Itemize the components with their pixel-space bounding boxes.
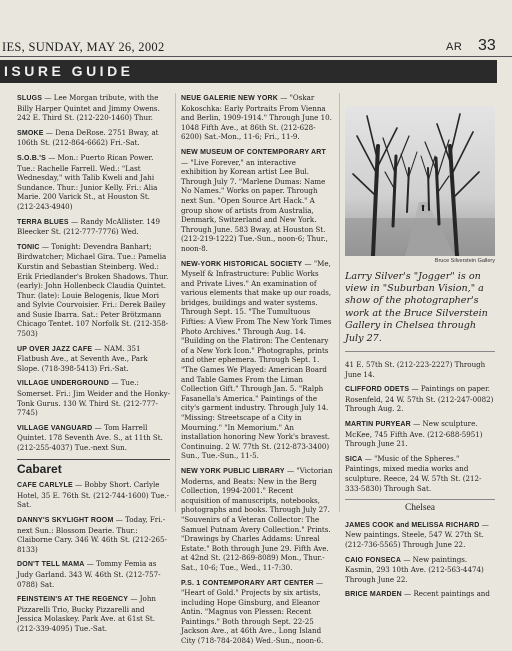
listing-text: — New sculpture. McKee, 745 Fifth Ave. (212-688-5951) Through June 21. <box>345 419 483 449</box>
listing-text: — Today, Fri.-next Sun.: Blossom Dearie. Thur.: Claiborne Cary. 346 W. 46th St. (212-265-8133) <box>17 514 167 554</box>
listing-entry <box>17 344 170 374</box>
listing-name: VILLAGE UNDERGROUND <box>17 380 110 388</box>
listing-text: — John Pizzarelli Trio, Bucky Pizzarelli and Jessica Molaskey. Park Ave. at 61st St. (212-339-4095) Tue.-Sat. <box>17 594 156 633</box>
listing-entry <box>17 480 170 510</box>
listing-name: DANNY'S SKYLIGHT ROOM <box>17 516 114 524</box>
listing-name: JAMES COOK and MELISSA RICHARD <box>345 521 480 529</box>
listing-text: — "Oskar Kokoschka: Early Portraits From Vienna and Berlin, 1909-1914." Through June 10. 1048 Fifth Ave., at 86th St. (212-628-6200) Sat.-Mon., 11-6; Fri., 11-9. <box>181 93 332 142</box>
column-rule <box>339 93 340 512</box>
page-number: 33 <box>478 37 496 54</box>
listing-entry <box>181 147 333 254</box>
listing-name: P.S. 1 CONTEMPORARY ART CENTER <box>181 579 314 587</box>
cabaret-heading: Cabaret <box>17 459 170 475</box>
masthead-rule <box>0 56 512 57</box>
listing-text: — Tommy Femia as Judy Garland. 343 W. 46th St. (212-757-0788) Sat. <box>17 559 161 589</box>
listing-group <box>17 93 170 453</box>
masthead <box>0 0 512 58</box>
listing-name: CAIO FONSECA <box>345 556 402 564</box>
section-band: ISURE GUIDE <box>0 60 497 83</box>
column-1 <box>17 93 170 639</box>
listing-text: 41 E. 57th St. (212-223-2227) Through June 14. <box>345 360 486 379</box>
listing-entry <box>345 454 495 493</box>
listing-group <box>345 360 495 493</box>
column-2 <box>181 93 333 651</box>
listing-name: SMOKE <box>17 129 44 137</box>
listing-name: UP OVER JAZZ CAFE <box>17 345 93 353</box>
listing-text: — Randy McAllister. 149 Bleecker St. (212-777-7776) Wed. <box>17 216 160 237</box>
listing-name: VILLAGE VANGUARD <box>17 424 93 432</box>
listing-text: — Mon.: Puerto Rican Power. Tue.: Rachelle Farrell. Wed.: "Last Wednesday," with Talib Kweli and Jahi Sundance. Thur.: Junior Kelly. Fri.: Alia Marie. 200 Varick St., at Houston St. (212-243-4940) <box>17 152 158 211</box>
listing-name: TONIC <box>17 243 40 251</box>
listing-text: — "Music of the Spheres." Paintings, mixed media works and sculpture. Reece, 24 W. 57th St. (212-333-5830) Through Sat. <box>345 453 482 493</box>
masthead-date: IES, SUNDAY, MAY 26, 2002 <box>2 40 165 54</box>
listing-entry <box>345 419 495 449</box>
listing-text: — "Me, Myself & Infrastructure: Public Works and Private Lives." An examination of various elements that make up our roads, bridges, buildings and water systems. Through Sept. 15. "The Tumultuous Fifties: A View From The New York Times Photo Archives." Through Aug. 14. "Building on the Flatiron: The Centenary of a New York Icon." Photographs, prints and other ephemera. Through Sept. 1. "The Games We Played: American Board and Table Games From the Liman Collection Gift." Through Jan. 5. "Ralph Fasanella's America." Paintings of the city's garment industry. Through July 14. "Missing: Streetscape of a City in Mourning." "In Memorium." An installation honoring New York's bravest. Continuing. 2 W. 77th St. (212-873-3400) Sun., Tue.-Sun., 11-5. <box>181 258 332 461</box>
column-rule <box>175 93 176 512</box>
listing-entry <box>17 153 170 212</box>
caption-rule <box>345 351 495 352</box>
listing-entry <box>17 423 170 453</box>
listing-text: — Paintings on paper. Rosenfeld, 24 W. 57th St. (212-247-0082) Through Aug. 2. <box>345 384 494 414</box>
listing-name: MARTIN PURYEAR <box>345 421 411 428</box>
listing-entry <box>17 515 170 554</box>
jogger-photograph <box>345 106 495 256</box>
listing-name: NEW MUSEUM OF CONTEMPORARY ART <box>181 148 326 156</box>
listing-text: — Recent paintings and <box>401 589 490 599</box>
listing-entry <box>181 259 333 461</box>
photo-image <box>345 106 495 256</box>
listing-name: S.O.B.'S <box>17 154 46 162</box>
photo-credit: Bruce Silverstein Gallery <box>434 258 495 264</box>
listing-entry <box>181 93 333 142</box>
listing-text: — "Victorian Moderns, and Beats: New in the Berg Collection, 1994-2001." Recent acquisition of manuscripts, notebooks, photographs and books. Through July 27. "Souvenirs of a Veteran Collector: The Samuel Putnam Avery Collection." Prints. "Drawings by Charles Addams: Unreal Estate." Both through June 29. Fifth Ave. at 42nd St. (212-869-8089) Mon., Thur.-Sat., 10-6; Tue., Wed., 11-7:30. <box>181 465 333 572</box>
listing-name: CLIFFORD ODETS <box>345 386 410 394</box>
listing-entry <box>17 559 170 589</box>
listing-entry <box>17 378 170 417</box>
listing-entry <box>17 594 170 633</box>
listing-group <box>181 93 333 646</box>
listing-text: — Lee Morgan tribute, with the Billy Harper Quintet and Jimmy Owens. 242 E. Third St. (212-220-1460) Thur. <box>17 93 160 123</box>
listing-name: SLUGS <box>17 95 43 102</box>
listing-name: BRICE MARDEN <box>345 591 402 599</box>
listing-name: NEUE GALERIE NEW YORK <box>181 95 279 102</box>
listing-text: — Tonight: Devendra Banhart; Birdwatcher; Michael Gira. Tue.: Pamelia Kurstin and Sebastian Steinberg. Wed.: Erik Friedlander's Broken Shadows. Thur. (early): John Hollenbeck Claudia Quintet. Thur. (late): Louie Belogenis, Ikue Mori and Sylvie Courvoisier. Fri.: Derek Bailey and Susie Ibarra. Sat.: Peter Brötzmann Chicago Tentet. 107 Norfolk St. (212-358-7503) <box>17 241 169 339</box>
listing-text: — "Heart of Gold." Projects by six artists, including Hope Ginsburg, and Eleanor Antin. "Magnus von Plessen: Recent Paintings." Both through Sept. 22-25 Jackson Ave., at 46th Ave., Long Island City (718-784-2084) Wed.-Sun., noon-6. <box>181 577 324 646</box>
listing-entry <box>345 589 495 600</box>
masthead-section: AR <box>446 41 463 53</box>
listing-group <box>17 480 170 633</box>
column-3 <box>345 106 495 605</box>
listing-text: — Tom Harrell Quintet. 178 Seventh Ave. S., at 11th St. (212-255-4037) Tue.-next Sun. <box>17 422 163 452</box>
listing-text: — "Live Forever," an interactive exhibition by Korean artist Lee Bul. Through July 7. "Marlene Dumas: Name No Names." Works on paper. Through next Sun. "Open Source Art Hack." A group show of artists from Australia, Denmark, Switzerland and New York. Through June. 583 Bway, at Houston St. (212-219-1222) Tue.-Sun., noon-6; Thur., noon-8. <box>181 157 328 253</box>
listing-text: — New paintings. Kasmin, 293 10th Ave. (212-563-4474) Through June 22. <box>345 554 484 584</box>
listing-entry <box>345 520 495 550</box>
listing-name: DON'T TELL MAMA <box>17 561 85 569</box>
chelsea-heading: Chelsea <box>345 499 495 514</box>
listing-entry <box>17 217 170 237</box>
listing-text: — New paintings. Steele, 547 W. 27th St. (212-736-5565) Through June 22. <box>345 519 489 549</box>
listing-entry <box>181 578 333 646</box>
listing-text: — Bobby Short. Carlyle Hotel, 35 E. 76th St. (212-744-1600) Tue.-Sat. <box>17 480 170 510</box>
listing-entry <box>17 128 170 148</box>
listing-entry <box>17 242 170 339</box>
listing-text: — Tue.: Somerset. Fri.: Jim Weider and the Honky-Tonk Gurus. 130 W. Third St. (212-777-7745) <box>17 378 170 418</box>
listing-name: NEW YORK PUBLIC LIBRARY <box>181 467 285 475</box>
listing-entry <box>181 466 333 573</box>
listing-entry <box>345 555 495 585</box>
listing-group <box>345 520 495 600</box>
listing-text: — NAM. 351 Flatbush Ave., at Seventh Ave., Park Slope. (718-398-5413) Fri.-Sat. <box>17 343 148 373</box>
listing-name: NEW-YORK HISTORICAL SOCIETY <box>181 260 303 268</box>
listing-name: TERRA BLUES <box>17 218 69 226</box>
listing-name: SICA <box>345 455 363 463</box>
photo-caption: Larry Silver's "Jogger" is on view in "Suburban Vision," a show of the photographer's work at the Bruce Silverstein Gallery in Chelsea through July 27. <box>345 270 488 344</box>
listing-entry <box>345 360 495 379</box>
listing-name: FEINSTEIN'S AT THE REGENCY <box>17 596 129 604</box>
listing-entry <box>17 93 170 123</box>
listing-text: — Dena DeRose. 2751 Bway, at 106th St. (212-864-6662) Fri.-Sat. <box>17 127 159 148</box>
listing-name: CAFE CARLYLE <box>17 482 73 490</box>
listing-entry <box>345 384 495 414</box>
